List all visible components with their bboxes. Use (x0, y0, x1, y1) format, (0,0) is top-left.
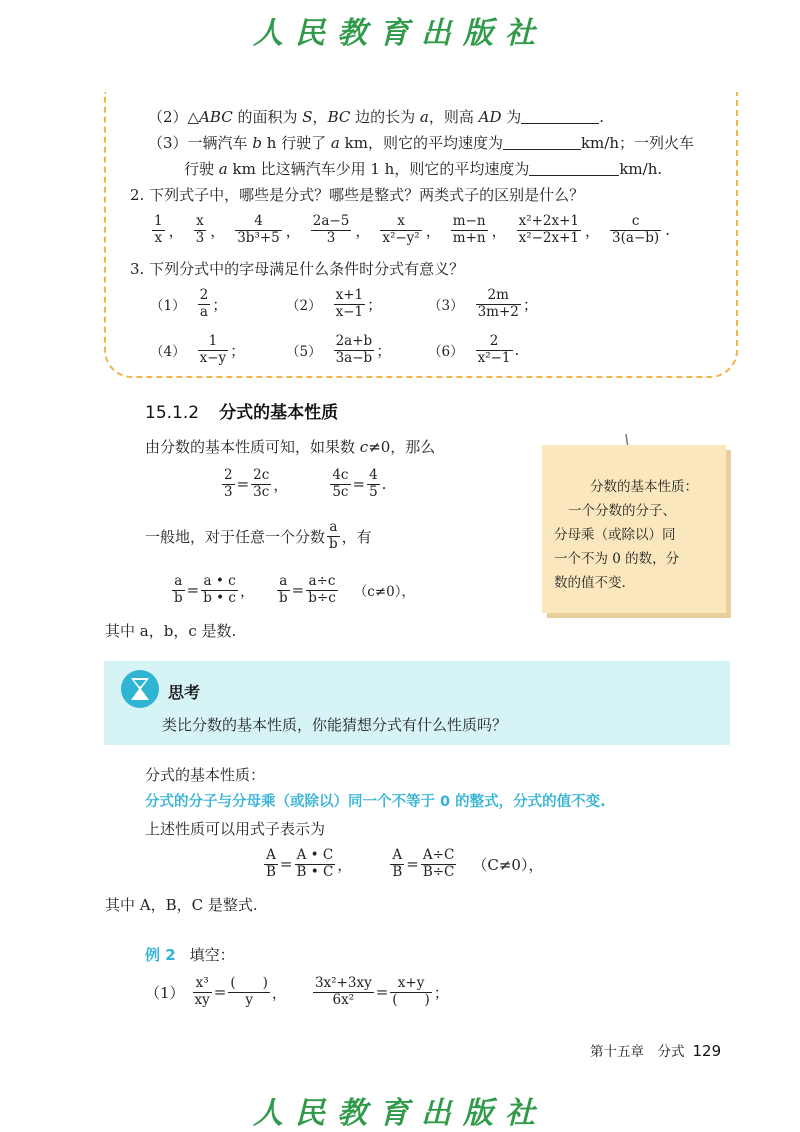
fraction: $\frac{x}{\text{x²−y²}}$ (382, 212, 420, 246)
publisher-watermark-top: 人民教育出版社 (253, 16, 547, 51)
answer-blank (521, 109, 599, 124)
fraction: $\frac{2c}{3c}$ (253, 466, 270, 500)
exercise-q3-item: （2） $\frac{x+1}{x-1}$ ； (286, 286, 383, 320)
body-paragraph-2: 一般地，对于任意一个分数 $\frac{a}{b}$ ，有 (145, 518, 372, 552)
note-line: 一个分数的分子、 (568, 503, 676, 519)
note-line: 分母乘（或除以）同 (554, 527, 676, 543)
example-item-1: （1） $\frac{\text{x³}}{xy}$ = $\frac{( )}{y}$ ， $\frac{\text{3x²+3xy}}{\text{6x²}}$ = $\frac{x+y}{( )}$ ； (145, 974, 449, 1008)
fraction: $\frac{a}{b}$ (329, 518, 338, 552)
exercise-q3-item: （3） $\frac{2m}{3m+2}$ ； (428, 286, 538, 320)
exercise-q3-item: （4） $\frac{1}{x-y}$ ； (150, 332, 246, 366)
fraction: $\frac{4c}{5c}$ (332, 466, 349, 500)
fraction: $\frac{( )}{y}$ (230, 974, 268, 1008)
exercise-q1-3-line2: 行驶 a km 比这辆汽车少用 1 h，则它的平均速度为 km/h. (184, 160, 663, 178)
fraction: $\frac{a}{b}$ (279, 572, 288, 606)
exercise-q3-item: （5） $\frac{2a+b}{3a-b}$ ； (286, 332, 392, 366)
exercise-q2-text: 2. 下列式子中，哪些是分式？哪些是整式？两类式子的区别是什么？ (130, 186, 585, 204)
property-intro: 分式的基本性质： (145, 766, 266, 784)
fraction: $\frac{4}{5}$ (369, 466, 378, 500)
exercise-q3-item: （6） $\frac{2}{\text{x²−1}}$ . (428, 332, 520, 366)
body-paragraph-1: 由分数的基本性质可知，如果数 c≠0，那么 (145, 438, 436, 456)
property-paragraph: 上述性质可以用式子表示为 (145, 820, 326, 838)
fraction: $\frac{1}{x-y}$ (199, 332, 227, 366)
fraction: $\frac{2a-5}{3}$ (312, 212, 350, 246)
publisher-watermark-bottom: 人民教育出版社 (253, 1096, 547, 1131)
example-label: 例 2 (145, 946, 176, 964)
fraction: $\frac{2a+b}{3a-b}$ (335, 332, 373, 366)
exercise-q2-expressions: $\frac{1}{x}$ ， $\frac{x}{3}$ ， $\frac{4}{\text{3b³+5}}$ ， $\frac{2a-5}{3}$ ， $\frac{x}{\text{x²−y²}}$ ， $\frac{m-n}{m+n}$ ， $\frac{\text{x²+2x+1}}{\text{x²−2x+1}}$ ， $\frac{c}{3(a-b)}$ . (154, 212, 670, 246)
fraction: $\frac{\text{x³}}{xy}$ (194, 974, 210, 1008)
property-formula: $\frac{A}{B}$ = $\frac{A • C}{B • C}$ ， $\frac{A}{B}$ = $\frac{A\div C}{B\div C}$ （C≠0）， (266, 846, 544, 880)
fraction: $\frac{A • C}{B • C}$ (296, 846, 334, 880)
fraction-rule: $\frac{a}{b}$ = $\frac{a • c}{b • c}$ ， $\frac{a}{b}$ = $\frac{a\div c}{b\div c}$ （c≠0）， (174, 572, 415, 606)
think-title: 思考 (168, 683, 201, 702)
page-footer: 第十五章 分式 129 (590, 1042, 722, 1060)
fraction: $\frac{c}{3(a-b)}$ (612, 212, 660, 246)
note-line: 一个不为 0 的数，分 (554, 551, 680, 567)
note-line: 数的值不变. (554, 575, 626, 591)
fraction: $\frac{A}{B}$ (392, 846, 403, 880)
fraction: $\frac{a}{b}$ (174, 572, 183, 606)
page-number: 129 (692, 1042, 722, 1060)
fraction: $\frac{A\div C}{B\div C}$ (422, 846, 455, 880)
property-statement: 分式的分子与分母乘（或除以）同一个不等于 0 的整式，分式的值不变. (145, 794, 606, 810)
fraction: $\frac{2}{\text{x²−1}}$ (477, 332, 511, 366)
side-note (542, 445, 726, 613)
body-paragraph-3: 其中 a，b，c 是数. (105, 622, 237, 640)
note-line: 分数的基本性质： (590, 479, 698, 495)
example-heading: 例 2 填空： (145, 946, 235, 964)
fraction: $\frac{1}{x}$ (154, 212, 163, 246)
hourglass-icon (120, 669, 160, 709)
property-end: 其中 A，B，C 是整式. (105, 896, 258, 914)
fraction: $\frac{x+y}{( )}$ (392, 974, 430, 1008)
fraction: $\frac{x+1}{x-1}$ (335, 286, 364, 320)
exercise-q3-item: （1） $\frac{2}{a}$ ； (150, 286, 228, 320)
section-heading: 15.1.2 分式的基本性质 (145, 403, 339, 423)
exercise-q3-text: 3. 下列分式中的字母满足什么条件时分式有意义？ (130, 260, 465, 278)
answer-blank (503, 135, 581, 150)
fraction: $\frac{x}{3}$ (195, 212, 205, 246)
fraction: $\frac{2m}{3m+2}$ (477, 286, 519, 320)
fraction: $\frac{a • c}{b • c}$ (203, 572, 236, 606)
fraction-example: $\frac{2}{3}$ = $\frac{2c}{3c}$ ， $\frac{4c}{5c}$ = $\frac{4}{5}$ . (224, 466, 387, 500)
fraction: $\frac{\text{3x²+3xy}}{\text{6x²}}$ (314, 974, 372, 1008)
think-text: 类比分数的基本性质，你能猜想分式有什么性质吗？ (162, 716, 508, 734)
fraction: $\frac{4}{\text{3b³+5}}$ (237, 212, 280, 246)
fraction: $\frac{a\div c}{b\div c}$ (308, 572, 336, 606)
fraction: $\frac{\text{x²+2x+1}}{\text{x²−2x+1}}$ (518, 212, 580, 246)
fraction: $\frac{A}{B}$ (266, 846, 276, 880)
exercise-q1-3-line1: （3）一辆汽车 b h 行驶了 a km，则它的平均速度为 km/h；一列火车 (148, 134, 694, 152)
exercise-q1-2: （2）△ABC 的面积为 S，BC 边的长为 a，则高 AD 为 . (148, 108, 605, 126)
answer-blank (529, 161, 619, 176)
fraction: $\frac{m-n}{m+n}$ (452, 212, 486, 246)
fraction: $\frac{2}{3}$ (224, 466, 233, 500)
fraction: $\frac{2}{a}$ (199, 286, 209, 320)
